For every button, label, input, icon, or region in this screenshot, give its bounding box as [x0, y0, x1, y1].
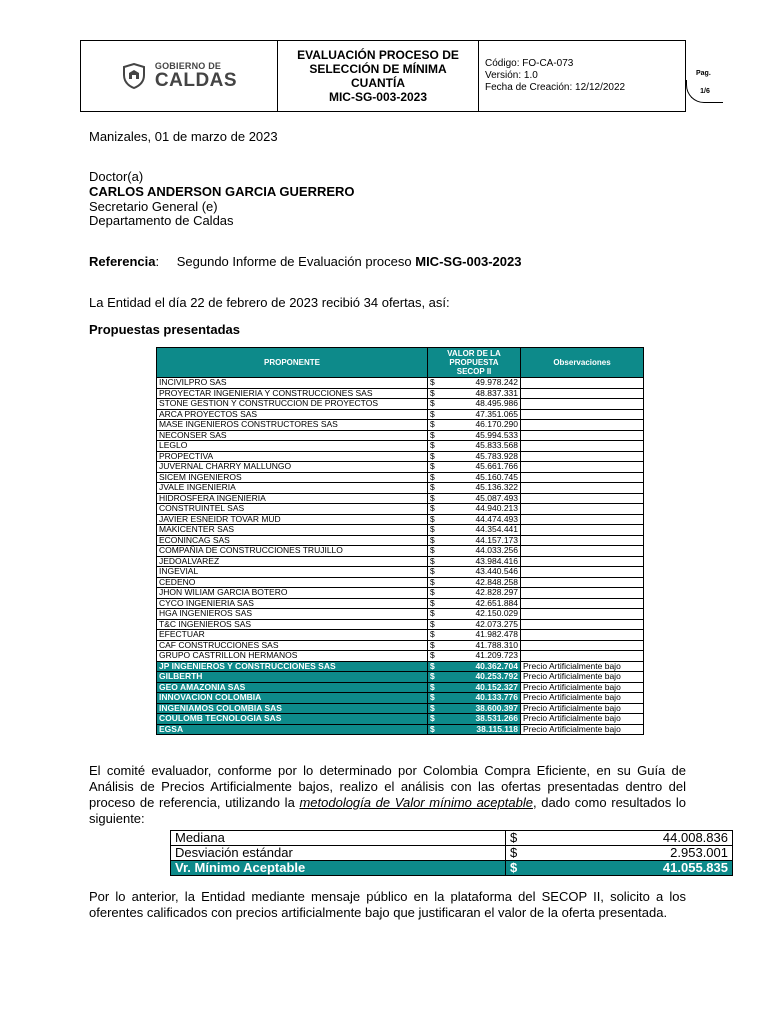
proponent-name: JHON WILIAM GARCIA BOTERO: [157, 588, 428, 599]
logo-wordmark: [155, 62, 237, 90]
observation: [521, 409, 644, 420]
proposal-value: 45.994.533: [446, 430, 521, 441]
date-line: Manizales, 01 de marzo de 2023: [89, 129, 278, 144]
evaluation-paragraph: [89, 763, 686, 827]
header-observaciones: Observaciones: [521, 348, 644, 378]
proponent-name: LEGLO: [157, 441, 428, 452]
table-row: [157, 441, 644, 452]
proponent-name: MAKICENTER SAS: [157, 525, 428, 536]
page-number: 1/6: [686, 80, 723, 103]
currency-symbol: $: [428, 483, 447, 494]
statistics-table: [170, 830, 733, 876]
table-row: [157, 682, 644, 693]
proponent-name: GRUPO CASTRILLON HERMANOS: [157, 651, 428, 662]
observation: [521, 441, 644, 452]
proponent-name: JEDOALVAREZ: [157, 556, 428, 567]
reference-text: Segundo Informe de Evaluación proceso: [176, 254, 416, 269]
reference-colon: :: [155, 254, 160, 269]
proponent-name: HGA INGENIEROS SAS: [157, 609, 428, 620]
proposal-value: 40.362.704: [446, 661, 521, 672]
proposal-value: 44.354.441: [446, 525, 521, 536]
table-row: [157, 409, 644, 420]
currency-symbol: $: [428, 462, 447, 473]
stats-row-mediana: [171, 831, 733, 846]
currency-symbol: $: [428, 682, 447, 693]
stat-label: Mediana: [171, 831, 506, 846]
proponent-name: CAF CONSTRUCCIONES SAS: [157, 640, 428, 651]
table-row: [157, 567, 644, 578]
proposals-body: [157, 378, 644, 735]
table-row: [157, 546, 644, 557]
proponent-name: CONSTRUINTEL SAS: [157, 504, 428, 515]
proponent-name: CEDENO: [157, 577, 428, 588]
title-line: EVALUACIÓN PROCESO DE: [297, 48, 459, 62]
header-proponente: PROPONENTE: [157, 348, 428, 378]
proposal-value: 42.848.258: [446, 577, 521, 588]
table-row: [157, 462, 644, 473]
proponent-name: INGEVIAL: [157, 567, 428, 578]
table-row: [157, 514, 644, 525]
observation: [521, 462, 644, 473]
table-row: [157, 577, 644, 588]
addressee-department: Departamento de Caldas: [89, 213, 234, 228]
table-row: [157, 556, 644, 567]
proponent-name: JAVIER ESNEIDR TOVAR MUD: [157, 514, 428, 525]
addressee-name: CARLOS ANDERSON GARCIA GUERRERO: [89, 184, 355, 199]
table-row: [157, 619, 644, 630]
currency-symbol: $: [428, 514, 447, 525]
table-row: [157, 420, 644, 431]
observation: [521, 598, 644, 609]
proponent-name: PROYECTAR INGENIERIA Y CONSTRUCCIONES SAS: [157, 388, 428, 399]
currency-symbol: $: [428, 504, 447, 515]
currency-symbol: $: [428, 556, 447, 567]
doc-code: Código: FO-CA-073: [485, 58, 574, 69]
observation: [521, 399, 644, 410]
proposal-value: 44.474.493: [446, 514, 521, 525]
currency-symbol: $: [428, 588, 447, 599]
currency-symbol: $: [428, 630, 447, 641]
proposal-value: 49.978.242: [446, 378, 521, 389]
addressee-salutation: Doctor(a): [89, 169, 144, 184]
observation: [521, 619, 644, 630]
table-row: [157, 609, 644, 620]
proposal-value: 44.940.213: [446, 504, 521, 515]
currency-symbol: $: [428, 619, 447, 630]
currency-symbol: $: [428, 399, 447, 410]
proposal-value: 44.033.256: [446, 546, 521, 557]
observation: [521, 556, 644, 567]
currency-symbol: $: [428, 714, 447, 725]
proponent-name: CYCO INGENIERIA SAS: [157, 598, 428, 609]
section-title: Propuestas presentadas: [89, 322, 241, 337]
observation: [521, 514, 644, 525]
title-line: MIC-SG-003-2023: [328, 90, 428, 104]
table-row: [157, 588, 644, 599]
proponent-name: T&C INGENIEROS SAS: [157, 619, 428, 630]
proposal-value: 45.160.745: [446, 472, 521, 483]
table-row: [157, 661, 644, 672]
proponent-name: PROPECTIVA: [157, 451, 428, 462]
currency-symbol: $: [428, 703, 447, 714]
proposals-header-row: [157, 348, 644, 378]
proposal-value: 41.982.478: [446, 630, 521, 641]
proponent-name: STONE GESTION Y CONSTRUCCION DE PROYECTOS: [157, 399, 428, 410]
proposal-value: 41.788.310: [446, 640, 521, 651]
document-header: [80, 40, 686, 112]
proposal-value: 42.651.884: [446, 598, 521, 609]
observation: [521, 493, 644, 504]
proposal-value: 43.440.546: [446, 567, 521, 578]
proposals-table: [156, 347, 644, 735]
currency-symbol: $: [428, 640, 447, 651]
proposal-value: 40.253.792: [446, 672, 521, 683]
proponent-name: INCIVILPRO SAS: [157, 378, 428, 389]
proposal-value: 45.087.493: [446, 493, 521, 504]
reference-line: [89, 254, 521, 269]
proponent-name: EFECTUAR: [157, 630, 428, 641]
stats-row-desviacion: [171, 846, 733, 861]
observation: [521, 451, 644, 462]
observation: [521, 420, 644, 431]
observation: [521, 609, 644, 620]
header-valor-line: PROPUESTA: [449, 358, 499, 367]
stat-label: Vr. Mínimo Aceptable: [171, 861, 506, 876]
header-valor: [428, 348, 521, 378]
proposal-value: 48.837.331: [446, 388, 521, 399]
addressee-position: Secretario General (e): [89, 199, 218, 214]
observation: [521, 588, 644, 599]
currency-symbol: $: [428, 577, 447, 588]
observation: [521, 567, 644, 578]
proponent-name: ECONINCAG SAS: [157, 535, 428, 546]
currency-symbol: $: [428, 598, 447, 609]
stat-value: 44.008.836: [624, 831, 733, 846]
observation: [521, 525, 644, 536]
header-valor-line: SECOP II: [456, 367, 492, 376]
proposal-value: 45.833.568: [446, 441, 521, 452]
proponent-name: INNOVACION COLOMBIA: [157, 693, 428, 704]
observation: [521, 577, 644, 588]
table-row: [157, 378, 644, 389]
header-valor-line: VALOR DE LA: [447, 349, 501, 358]
table-row: [157, 703, 644, 714]
currency-symbol: $: [428, 651, 447, 662]
doc-version: Versión: 1.0: [485, 70, 538, 81]
document-metadata: [479, 41, 685, 111]
observation: Precio Artificialmente bajo: [521, 682, 644, 693]
currency-symbol: $: [428, 472, 447, 483]
currency-symbol: $: [428, 409, 447, 420]
observation: Precio Artificialmente bajo: [521, 714, 644, 725]
observation: [521, 378, 644, 389]
stat-value: 41.055.835: [624, 861, 733, 876]
currency-symbol: $: [428, 567, 447, 578]
proponent-name: NECONSER SAS: [157, 430, 428, 441]
stat-currency: $: [506, 831, 625, 846]
evaluation-text-before: El comité evaluador, conforme por lo determinado por Colombia Compra Eficiente, en su Guía de Análisis de Precios Artificialmente bajos, realizo el análisis con las ofertas presentadas dentro del proceso de referencia, utilizando la: [89, 763, 686, 810]
methodology-link: metodología de Valor mínimo aceptable: [299, 795, 533, 810]
proponent-name: SICEM INGENIEROS: [157, 472, 428, 483]
doc-creation-date: Fecha de Creación: 12/12/2022: [485, 82, 626, 93]
table-row: [157, 640, 644, 651]
observation: [521, 430, 644, 441]
closing-paragraph: Por lo anterior, la Entidad mediante mensaje público en la plataforma del SECOP II, solicito a los oferentes calificados con precios artificialmente bajo que justificaran el valor de la oferta presentada.: [89, 889, 686, 920]
observation: [521, 546, 644, 557]
stat-label: Desviación estándar: [171, 846, 506, 861]
table-row: [157, 693, 644, 704]
proposal-value: 40.152.327: [446, 682, 521, 693]
currency-symbol: $: [428, 378, 447, 389]
currency-symbol: $: [428, 420, 447, 431]
proponent-name: INGENIAMOS COLOMBIA SAS: [157, 703, 428, 714]
currency-symbol: $: [428, 441, 447, 452]
title-line: CUANTÍA: [351, 76, 405, 90]
stat-currency: $: [506, 861, 625, 876]
stats-row-minimo-aceptable: [171, 861, 733, 876]
observation: [521, 483, 644, 494]
table-row: [157, 724, 644, 735]
observation: [521, 472, 644, 483]
table-row: [157, 651, 644, 662]
document-title: [278, 41, 479, 111]
observation: [521, 640, 644, 651]
reference-code: MIC-SG-003-2023: [415, 254, 522, 269]
proposal-value: 38.115.118: [446, 724, 521, 735]
currency-symbol: $: [428, 693, 447, 704]
proponent-name: JVALE INGENIERIA: [157, 483, 428, 494]
table-row: [157, 672, 644, 683]
proposal-value: 45.136.322: [446, 483, 521, 494]
currency-symbol: $: [428, 493, 447, 504]
currency-symbol: $: [428, 661, 447, 672]
proposal-value: 42.073.275: [446, 619, 521, 630]
proposal-value: 47.351.065: [446, 409, 521, 420]
proposal-value: 45.783.928: [446, 451, 521, 462]
proposal-value: 43.984.416: [446, 556, 521, 567]
observation: Precio Artificialmente bajo: [521, 672, 644, 683]
logo-cell: [81, 41, 278, 111]
proponent-name: HIDROSFERA INGENIERIA: [157, 493, 428, 504]
currency-symbol: $: [428, 525, 447, 536]
proposal-value: 45.661.766: [446, 462, 521, 473]
proposal-value: 41.209.723: [446, 651, 521, 662]
intro-text: La Entidad el día 22 de febrero de 2023 recibió 34 ofertas, así:: [89, 295, 450, 310]
proposal-value: 42.150.029: [446, 609, 521, 620]
currency-symbol: $: [428, 724, 447, 735]
title-line: SELECCIÓN DE MÍNIMA: [309, 62, 447, 76]
observation: [521, 504, 644, 515]
observation: Precio Artificialmente bajo: [521, 724, 644, 735]
observation: [521, 535, 644, 546]
proponent-name: EGSA: [157, 724, 428, 735]
proponent-name: GILBERTH: [157, 672, 428, 683]
observation: [521, 630, 644, 641]
observation: [521, 388, 644, 399]
proposal-value: 38.531.266: [446, 714, 521, 725]
table-row: [157, 388, 644, 399]
currency-symbol: $: [428, 609, 447, 620]
table-row: [157, 630, 644, 641]
currency-symbol: $: [428, 388, 447, 399]
logo-line1: GOBIERNO DE: [154, 61, 222, 71]
proponent-name: GEO AMAZONIA SAS: [157, 682, 428, 693]
proposal-value: 40.133.776: [446, 693, 521, 704]
reference-label: Referencia: [89, 254, 156, 269]
proponent-name: COMPAÑIA DE CONSTRUCCIONES TRUJILLO: [157, 546, 428, 557]
observation: Precio Artificialmente bajo: [521, 703, 644, 714]
observation: Precio Artificialmente bajo: [521, 661, 644, 672]
proposal-value: 42.828.297: [446, 588, 521, 599]
observation: Precio Artificialmente bajo: [521, 693, 644, 704]
proponent-name: MASE INGENIEROS CONSTRUCTORES SAS: [157, 420, 428, 431]
table-row: [157, 598, 644, 609]
table-row: [157, 504, 644, 515]
proposal-value: 46.170.290: [446, 420, 521, 431]
stat-value: 2.953.001: [624, 846, 733, 861]
table-row: [157, 535, 644, 546]
currency-symbol: $: [428, 430, 447, 441]
proponent-name: JP INGENIEROS Y CONSTRUCCIONES SAS: [157, 661, 428, 672]
proponent-name: COULOMB TECNOLOGIA SAS: [157, 714, 428, 725]
table-row: [157, 493, 644, 504]
table-row: [157, 525, 644, 536]
logo-line2: CALDAS: [154, 70, 238, 91]
table-row: [157, 472, 644, 483]
proposal-value: 44.157.173: [446, 535, 521, 546]
proponent-name: ARCA PROYECTOS SAS: [157, 409, 428, 420]
currency-symbol: $: [428, 546, 447, 557]
table-row: [157, 399, 644, 410]
proponent-name: JUVERNAL CHARRY MALLUNGO: [157, 462, 428, 473]
observation: [521, 651, 644, 662]
proposal-value: 38.600.397: [446, 703, 521, 714]
currency-symbol: $: [428, 672, 447, 683]
table-row: [157, 430, 644, 441]
currency-symbol: $: [428, 535, 447, 546]
caldas-shield-icon: [121, 63, 147, 89]
page-label: Pag.: [696, 70, 711, 77]
proposal-value: 48.495.986: [446, 399, 521, 410]
evaluation-text-after: , dado como resultados lo siguiente:: [89, 795, 686, 826]
currency-symbol: $: [428, 451, 447, 462]
table-row: [157, 483, 644, 494]
table-row: [157, 451, 644, 462]
table-row: [157, 714, 644, 725]
stat-currency: $: [506, 846, 625, 861]
